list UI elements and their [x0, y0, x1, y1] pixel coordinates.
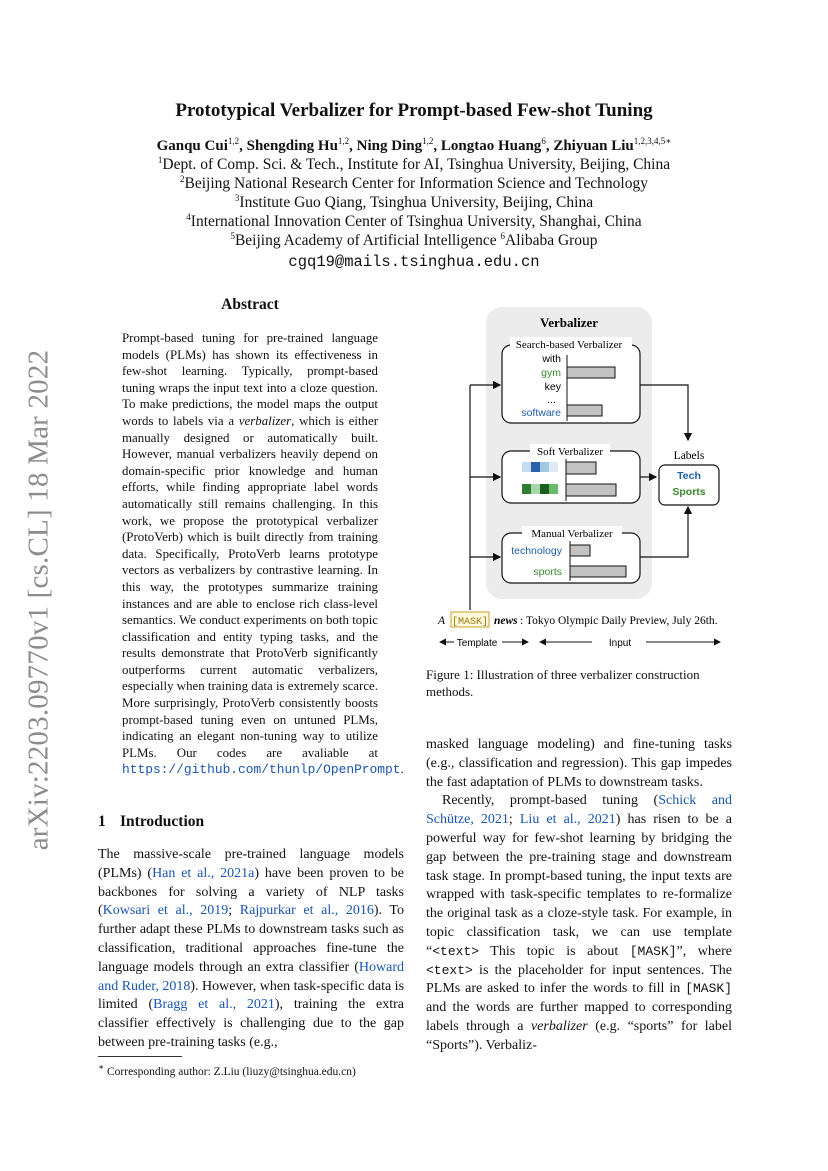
search-word-ellipsis: ... [547, 394, 556, 406]
search-word-with: with [542, 353, 561, 365]
affiliation-3: $^3$Institute Guo Qiang, Tsinghua University, Beijing, China [234, 193, 594, 212]
affiliation-5: $^5$Beijing Academy of Artificial Intelligence $^6$Alibaba Group [230, 231, 598, 250]
citation-link[interactable]: Rajpurkar et al., 2016 [239, 903, 374, 919]
search-word-key: key [544, 381, 561, 393]
mask-token: [MASK] [451, 617, 489, 628]
citation-link[interactable]: Han et al., 2021a [152, 865, 255, 881]
input-word-news: news [494, 615, 518, 627]
abstract-text: Prompt-based tuning for pre-trained language models (PLMs) has shown its effectiveness in few-shot learning. Typically, prompt-based tuning wraps the input text into a cloze question. To make predictions, the model maps the output words to labels via a verbalizer, which is either manually designed or automatically built. However, manual verbalizers heavily depend on domain-specific prior knowledge and human efforts, while finding appropriate label words automatically still remains challenging. In this work, we propose the prototypical verbalizer (ProtoVerb) which is built directly from training data. Specifically, ProtoVerb learns prototype vectors as verbalizers by contrastive learning. In this way, the prototypes summarize training instances and are able to enclose rich class-level semantics. We conduct experiments on both topic classification and entity typing tasks, and the results demonstrate that ProtoVerb significantly outperforms current automatic verbalizers, especially when training data is extremely scarce. More surprisingly, ProtoVerb consistently boosts prompt-based tuning even on untuned PLMs, indicating an elegant non-tuning way to utilize PLMs. Our codes are avaliable at https://github.com/thunlp/OpenPrompt. [122, 331, 404, 778]
citation-link[interactable]: Schick and Schütze, 2021 [426, 793, 732, 828]
right-column-text [426, 736, 732, 1056]
labels-title: Labels [673, 450, 705, 462]
citation-link[interactable]: Bragg et al., 2021 [153, 997, 275, 1013]
author-affiliation-mark: 1,2,3,4,5∗ [633, 136, 672, 146]
paper-title: Prototypical Verbalizer for Prompt-based Few-shot Tuning [175, 100, 653, 121]
figure-verbalizer-diagram [424, 305, 734, 657]
citation-link[interactable]: Kowsari et al., 2019 [102, 903, 229, 919]
author-affiliation-mark: 6 [541, 136, 546, 146]
footnote-rule [98, 1056, 182, 1057]
author-affiliation-mark: 1,2 [227, 136, 240, 146]
contact-email[interactable]: cgq19@mails.tsinghua.edu.cn [288, 253, 540, 271]
paragraph-prompt-tuning: Recently, prompt-based tuning (Schick and Schütze, 2021; Liu et al., 2021) has risen to be a powerful way for few-shot learning by bridging the gap between the pre-training stage and downstream task stage. In prompt-based tuning, the input texts are wrapped with task-specific templates to re-formalize the original task as a cloze-style task. For example, in topic classification task, we can use template “<text> This topic is about [MASK]”, where <text> is the placeholder for input sentences. The PLMs are asked to infer the words to fill in [MASK] and the words are further mapped to corresponding labels through a verbalizer (e.g. “sports” for label “Sports”). Verbaliz- [426, 793, 733, 1053]
author-name: Zhiyuan Liu [553, 138, 634, 154]
manual-bar-technology [570, 545, 590, 556]
author-name: Longtao Huang [440, 138, 542, 154]
citation-link[interactable]: Howard and Ruder, 2018 [98, 959, 404, 994]
author-list: Ganqu Cui$^{1,2}$, Shengding Hu$^{1,2}$, Ning Ding$^{1,2}$, Longtao Huang$^6$, Zhiyuan Liu$^{1,2,3,4,5∗}$ [156, 136, 672, 154]
abstract-heading: Abstract [221, 296, 279, 313]
affiliation-2: $^2$Beijing National Research Center for Information Science and Technology [180, 174, 648, 193]
search-word-software: software [521, 407, 561, 419]
soft-bar-2 [566, 484, 616, 496]
soft-embedding-blue [522, 462, 558, 472]
input-axis-label: Input [608, 638, 632, 649]
author-name: Ganqu Cui [156, 138, 228, 154]
label-tech: Tech [677, 470, 701, 482]
author-affiliation-mark: 1,2 [422, 136, 434, 146]
manual-word-sports: sports [533, 566, 562, 578]
citation-link[interactable]: Liu et al., 2021 [519, 812, 616, 828]
introduction-text: The massive-scale pre-trained language models (PLMs) (Han et al., 2021a) have been proven to be backbones for solving a variety of NLP tasks (Kowsari et al., 2019; Rajpurkar et al., 2016). To further adapt these PLMs to downstream tasks such as classification, traditional approaches fine-tune the language models through an extra classifier (Howard and Ruder, 2018). However, when task-specific data is limited (Bragg et al., 2021), training the extra classifier effectively is challenging due to the gap between pre-training tasks (e.g., [98, 847, 405, 1050]
figure-caption: Figure 1: Illustration of three verbalizer construction methods. [426, 667, 700, 699]
code-repo-link[interactable]: https://github.com/thunlp/OpenPrompt [122, 762, 401, 778]
manual-bar-sports [570, 566, 626, 577]
manual-verbalizer-title: Manual Verbalizer [531, 528, 613, 540]
paragraph-gap: masked language modeling) and fine-tuning tasks (e.g., classification and regression). This gap impedes the fast adaptation of PLMs to downstream tasks. [426, 737, 732, 790]
soft-verbalizer-title: Soft Verbalizer [536, 446, 604, 458]
arxiv-stamp [14, 349, 64, 851]
affiliation-1: $^1$Dept. of Comp. Sci. & Tech., Institute for AI, Tsinghua University, Beijing, China [157, 155, 671, 174]
input-prefix: A [438, 615, 446, 627]
author-affiliation-mark: 1,2 [337, 136, 350, 146]
figure-title: Verbalizer [540, 315, 598, 330]
search-bar-software [567, 405, 602, 416]
soft-embedding-green [522, 484, 558, 494]
search-verbalizer-title: Search-based Verbalizer [515, 339, 623, 351]
author-name: Shengding Hu [246, 138, 338, 154]
label-sports: Sports [672, 486, 706, 498]
search-bar-gym [567, 367, 615, 378]
manual-word-technology: technology [511, 545, 562, 557]
footnote: ∗ Corresponding author: Z.Liu (liuzy@tsinghua.edu.cn) [98, 1062, 356, 1078]
search-word-gym: gym [541, 367, 561, 379]
author-name: Ning Ding [356, 138, 423, 154]
arxiv-id: arXiv:2203.09770v1 [cs.CL] 18 Mar 2022 [22, 349, 55, 851]
soft-bar-1 [566, 462, 596, 474]
input-sentence: : Tokyo Olympic Daily Preview, July 26th. [520, 615, 718, 627]
affiliation-4: $^4$International Innovation Center of Tsinghua University, Shanghai, China [186, 212, 642, 231]
template-axis-label: Template [456, 638, 498, 649]
section-heading-introduction: 1 Introduction [98, 813, 205, 830]
